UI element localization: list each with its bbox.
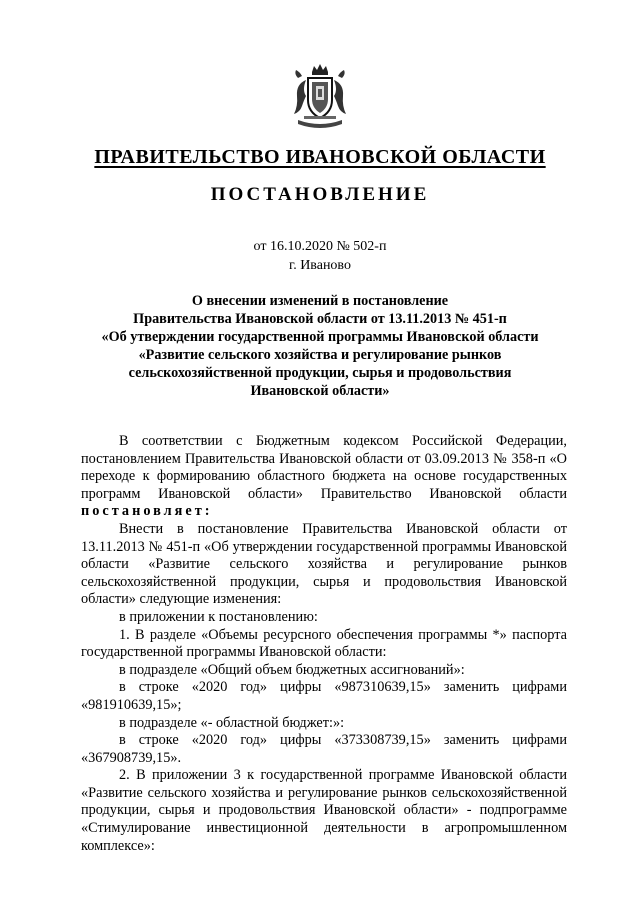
paragraph: в подразделе «- областной бюджет:»: xyxy=(119,714,345,731)
document-city: г. Иваново xyxy=(289,258,351,273)
paragraph: в строке «2020 год» цифры «987310639,15» заменить цифрами «981910639,15»; xyxy=(81,679,567,713)
paragraph: 2. В приложении 3 к государственной программе Ивановской области «Развитие сельского хозяйства и регулирование рынков сельскохозяйственной продукции, сырья и продовольствия Ивановской области» - подпрограмме «Стимулирование инвестиционной деятельности в агропромышленном комплексе»: xyxy=(81,767,567,854)
paragraph: в приложении к постановлению: xyxy=(119,608,318,625)
resolves-word: постановляет: xyxy=(81,503,213,520)
title-line: сельскохозяйственной продукции, сырья и продовольствия xyxy=(128,365,512,381)
title-line: «Об утверждении государственной программы Ивановской области xyxy=(101,329,539,345)
government-name: ПРАВИТЕЛЬСТВО ИВАНОВСКОЙ ОБЛАСТИ xyxy=(94,146,546,168)
title-line: «Развитие сельского хозяйства и регулирование рынков xyxy=(138,347,502,363)
paragraph-preamble xyxy=(81,433,567,521)
preamble-text: В соответствии с Бюджетным кодексом Российской Федерации, постановлением Правительства Ивановской области от 03.09.2013 № 358-п «О переходе к формированию областного бюджета на основе государственных программ Ивановской области» Правительство Ивановской области xyxy=(81,433,567,502)
paragraph: в подразделе «Общий объем бюджетных ассигнований»: xyxy=(119,661,465,678)
document-body xyxy=(81,433,567,855)
title-line: Правительства Ивановской области от 13.11.2013 № 451-п xyxy=(133,311,507,327)
document-title xyxy=(60,292,580,400)
document-type: ПОСТАНОВЛЕНИЕ xyxy=(210,184,430,205)
title-line: Ивановской области» xyxy=(250,383,390,399)
document-date-number: от 16.10.2020 № 502-п xyxy=(253,239,387,254)
paragraph: Внести в постановление Правительства Ивановской области от 13.11.2013 № 451-п «Об утверждении государственной программы Ивановской области «Развитие сельского хозяйства и регулирование рынков сельскохозяйственной продукции, сырья и продовольствия Ивановской области» следующие изменения: xyxy=(81,520,567,608)
paragraph: в строке «2020 год» цифры «373308739,15» заменить цифрами «367908739,15». xyxy=(81,732,567,766)
paragraph: 1. В разделе «Объемы ресурсного обеспечения программы *» паспорта государственной программы Ивановской области: xyxy=(81,626,567,661)
coat-of-arms-icon xyxy=(288,62,352,134)
title-line: О внесении изменений в постановление xyxy=(191,293,449,309)
